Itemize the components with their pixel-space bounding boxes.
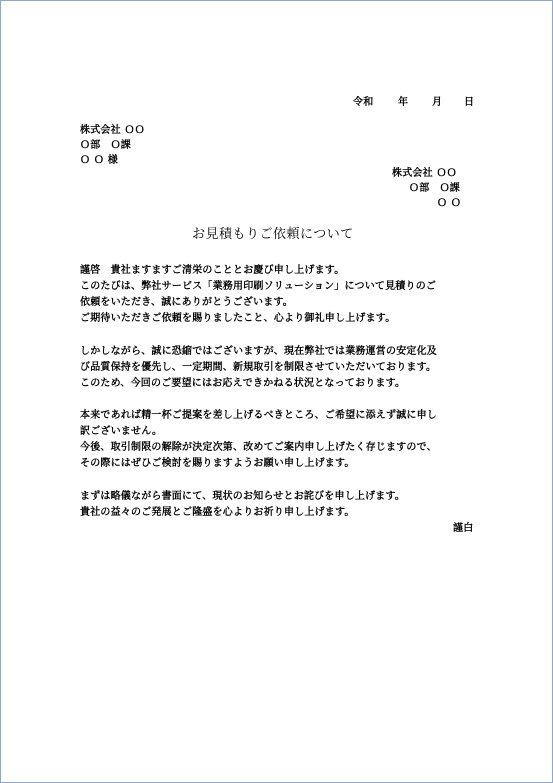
date-year: 年 [398,97,409,108]
recipient-name: Ｏ Ｏ 様 [80,155,118,166]
body-line: 貴社の益々のご発展とご隆盛を心よりお祈り申し上げます。 [80,507,355,518]
body-line: このため、今回のご要望にはお応えできかねる状況となっております。 [80,378,406,389]
sender-name: Ｏ Ｏ [437,198,462,209]
body-line: しかしながら、誠に恐縮ではございますが、現在弊社では業務運営の安定化及 [80,346,437,357]
closing-word: 謹白 [453,523,474,534]
body-line: 依頼をいただき、誠にありがとうございます。 [80,297,293,308]
body-line: び品質保持を優先し、一定期間、新規取引を制限させていただいております。 [80,362,437,373]
date-month: 月 [432,97,443,108]
body-line: 訳ございません。 [80,426,163,437]
body-line: その際にはぜひご検討を賜りますようお願い申し上げます。 [80,458,355,469]
body-line: 謹啓 貴社ますますご清栄のこととお慶び申し上げます。 [80,265,345,276]
sender-department: Ｏ部 Ｏ課 [409,183,460,194]
body-line: 本来であれば精一杯ご提案を差し上げるべきところ、ご希望に添えず誠に申し [80,410,437,421]
document-title: お見積もりご依頼について [192,227,354,242]
date-era: 令和 [353,97,374,108]
body-line: このたびは、弊社サービス「業務用印刷ソリューション」について見積りのご [80,281,437,292]
date-day: 日 [464,97,475,108]
body-line: 今後、取引制限の解除が決定次第、改めてご案内申し上げたく存じますので、 [80,442,437,453]
recipient-department: Ｏ部 Ｏ課 [80,140,131,151]
sender-company: 株式会社 ＯＯ [392,168,457,179]
recipient-company: 株式会社 ＯＯ [80,125,145,136]
body-line: ご期待いただきご依頼を賜りましたこと、心より御礼申し上げます。 [80,313,396,324]
body-line: まずは略儀ながら書面にて、現状のお知らせとお詫びを申し上げます。 [80,491,406,502]
